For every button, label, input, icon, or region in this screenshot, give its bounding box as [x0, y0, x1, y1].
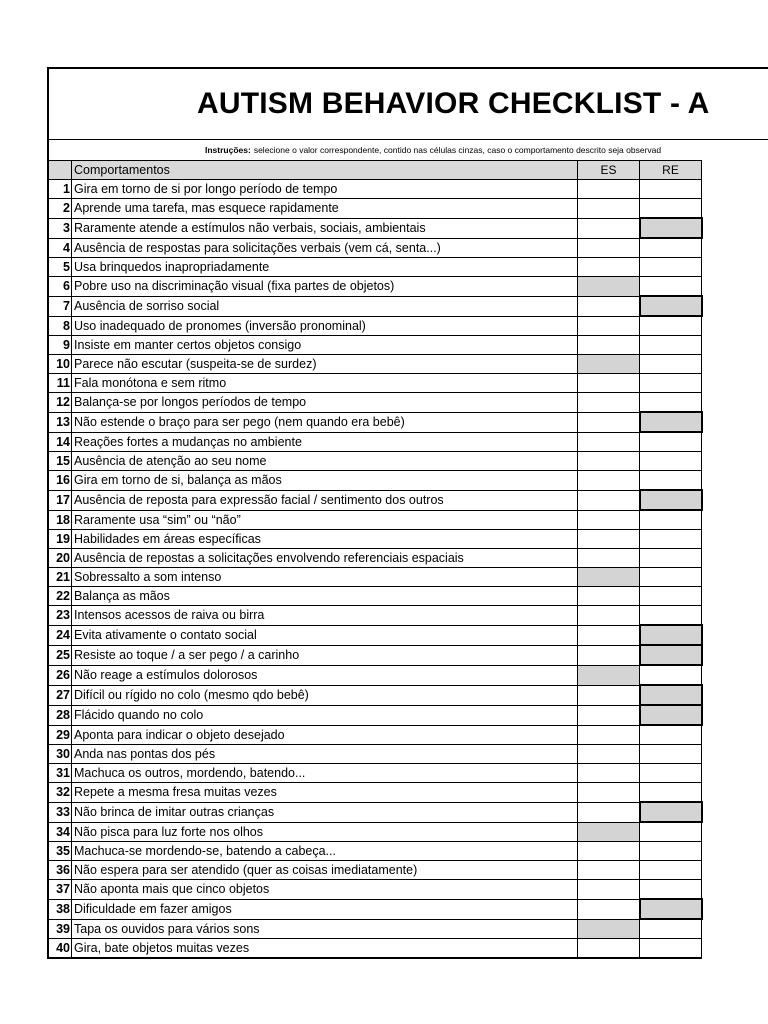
re-score-cell[interactable]	[640, 277, 702, 297]
behavior-text: Balança-se por longos períodos de tempo	[72, 393, 578, 413]
re-score-cell[interactable]	[640, 471, 702, 491]
behavior-text: Fala monótona e sem ritmo	[72, 374, 578, 393]
behavior-text: Gira, bate objetos muitas vezes	[72, 939, 578, 959]
behavior-text: Usa brinquedos inapropriadamente	[72, 258, 578, 277]
re-score-cell[interactable]	[640, 725, 702, 745]
row-number: 21	[48, 568, 72, 587]
es-score-cell[interactable]	[578, 412, 640, 432]
behavior-text: Não estende o braço para ser pego (nem quando era bebê)	[72, 412, 578, 432]
re-score-cell[interactable]	[640, 899, 702, 919]
re-score-cell[interactable]	[640, 919, 702, 939]
table-row	[48, 880, 702, 900]
behavior-text: Ausência de atenção ao seu nome	[72, 452, 578, 471]
re-score-cell[interactable]	[640, 685, 702, 705]
re-score-cell[interactable]	[640, 549, 702, 568]
behavior-text: Evita ativamente o contato social	[72, 625, 578, 645]
row-number: 36	[48, 861, 72, 880]
checklist-sheet	[47, 67, 768, 959]
es-score-cell[interactable]	[578, 899, 640, 919]
behavior-text: Ausência de sorriso social	[72, 296, 578, 316]
es-score-cell[interactable]	[578, 587, 640, 606]
row-number: 33	[48, 802, 72, 822]
row-number: 25	[48, 645, 72, 665]
es-score-cell[interactable]	[578, 258, 640, 277]
row-number: 9	[48, 336, 72, 355]
es-score-cell[interactable]	[578, 452, 640, 471]
row-number: 34	[48, 822, 72, 842]
table-row	[48, 705, 702, 725]
row-number: 29	[48, 725, 72, 745]
re-score-cell[interactable]	[640, 336, 702, 355]
behavior-text: Tapa os ouvidos para vários sons	[72, 919, 578, 939]
instructions-text: selecione o valor correspondente, contido nas células cinzas, caso o comportamento descrito seja observad	[253, 145, 662, 155]
es-score-cell[interactable]	[578, 880, 640, 900]
row-number: 20	[48, 549, 72, 568]
header-re-cell: RE	[640, 161, 702, 180]
re-score-cell[interactable]	[640, 452, 702, 471]
es-score-cell[interactable]	[578, 490, 640, 510]
re-score-cell[interactable]	[640, 705, 702, 725]
table-row	[48, 374, 702, 393]
table-row	[48, 316, 702, 336]
behavior-text: Não brinca de imitar outras crianças	[72, 802, 578, 822]
behavior-text: Balança as mãos	[72, 587, 578, 606]
behavior-text: Não espera para ser atendido (quer as coisas imediatamente)	[72, 861, 578, 880]
re-score-cell[interactable]	[640, 393, 702, 413]
table-row	[48, 549, 702, 568]
row-number: 10	[48, 355, 72, 374]
table-row	[48, 899, 702, 919]
row-number: 3	[48, 218, 72, 238]
re-score-cell[interactable]	[640, 625, 702, 645]
re-score-cell[interactable]	[640, 258, 702, 277]
row-number: 32	[48, 783, 72, 803]
es-score-cell[interactable]	[578, 355, 640, 374]
table-header-row	[48, 161, 702, 180]
table-row	[48, 355, 702, 374]
behavior-text: Aponta para indicar o objeto desejado	[72, 725, 578, 745]
es-score-cell[interactable]	[578, 549, 640, 568]
table-row	[48, 452, 702, 471]
table-row	[48, 490, 702, 510]
row-number: 22	[48, 587, 72, 606]
row-number: 30	[48, 745, 72, 764]
re-score-cell[interactable]	[640, 645, 702, 665]
re-score-cell[interactable]	[640, 606, 702, 626]
behavior-text: Ausência de reposta para expressão facial / sentimento dos outros	[72, 490, 578, 510]
behavior-text: Flácido quando no colo	[72, 705, 578, 725]
re-score-cell[interactable]	[640, 218, 702, 238]
es-score-cell[interactable]	[578, 568, 640, 587]
row-number: 40	[48, 939, 72, 959]
table-row	[48, 745, 702, 764]
es-score-cell[interactable]	[578, 625, 640, 645]
row-number: 1	[48, 180, 72, 199]
re-score-cell[interactable]	[640, 861, 702, 880]
row-number: 16	[48, 471, 72, 491]
es-score-cell[interactable]	[578, 645, 640, 665]
es-score-cell[interactable]	[578, 199, 640, 219]
row-number: 18	[48, 510, 72, 530]
re-score-cell[interactable]	[640, 199, 702, 219]
row-number: 8	[48, 316, 72, 336]
table-row	[48, 238, 702, 258]
row-number: 39	[48, 919, 72, 939]
table-row	[48, 510, 702, 530]
title-box	[47, 67, 768, 139]
behavior-text: Aprende uma tarefa, mas esquece rapidamente	[72, 199, 578, 219]
es-score-cell[interactable]	[578, 783, 640, 803]
table-row	[48, 606, 702, 626]
table-row	[48, 822, 702, 842]
es-score-cell[interactable]	[578, 861, 640, 880]
table-row	[48, 277, 702, 297]
table-row	[48, 258, 702, 277]
table-row	[48, 471, 702, 491]
table-row	[48, 783, 702, 803]
row-number: 19	[48, 530, 72, 549]
header-number-cell	[48, 161, 72, 180]
table-row	[48, 645, 702, 665]
re-score-cell[interactable]	[640, 783, 702, 803]
row-number: 38	[48, 899, 72, 919]
es-score-cell[interactable]	[578, 822, 640, 842]
behavior-text: Parece não escutar (suspeita-se de surdez)	[72, 355, 578, 374]
behavior-text: Pobre uso na discriminação visual (fixa partes de objetos)	[72, 277, 578, 297]
behavior-text: Anda nas pontas dos pés	[72, 745, 578, 764]
re-score-cell[interactable]	[640, 665, 702, 685]
behavior-text: Raramente atende a estímulos não verbais, sociais, ambientais	[72, 218, 578, 238]
es-score-cell[interactable]	[578, 316, 640, 336]
re-score-cell[interactable]	[640, 238, 702, 258]
re-score-cell[interactable]	[640, 587, 702, 606]
behavior-text: Raramente usa “sim” ou “não”	[72, 510, 578, 530]
behavior-text: Uso inadequado de pronomes (inversão pronominal)	[72, 316, 578, 336]
row-number: 15	[48, 452, 72, 471]
behavior-text: Insiste em manter certos objetos consigo	[72, 336, 578, 355]
row-number: 5	[48, 258, 72, 277]
es-score-cell[interactable]	[578, 802, 640, 822]
es-score-cell[interactable]	[578, 764, 640, 783]
row-number: 27	[48, 685, 72, 705]
header-behavior-cell: Comportamentos	[72, 161, 578, 180]
table-row	[48, 336, 702, 355]
re-score-cell[interactable]	[640, 432, 702, 452]
re-score-cell[interactable]	[640, 842, 702, 861]
table-row	[48, 199, 702, 219]
behavior-text: Machuca os outros, mordendo, batendo...	[72, 764, 578, 783]
re-score-cell[interactable]	[640, 510, 702, 530]
behavior-text: Intensos acessos de raiva ou birra	[72, 606, 578, 626]
instructions-row	[47, 139, 768, 160]
row-number: 11	[48, 374, 72, 393]
table-row	[48, 802, 702, 822]
row-number: 12	[48, 393, 72, 413]
es-score-cell[interactable]	[578, 665, 640, 685]
es-score-cell[interactable]	[578, 471, 640, 491]
table-row	[48, 568, 702, 587]
es-score-cell[interactable]	[578, 919, 640, 939]
es-score-cell[interactable]	[578, 685, 640, 705]
re-score-cell[interactable]	[640, 530, 702, 549]
re-score-cell[interactable]	[640, 412, 702, 432]
behavior-text: Dificuldade em fazer amigos	[72, 899, 578, 919]
table-row	[48, 939, 702, 959]
table-row	[48, 861, 702, 880]
instructions-label: Instruções:	[205, 145, 251, 155]
behavior-text: Sobressalto a som intenso	[72, 568, 578, 587]
es-score-cell[interactable]	[578, 606, 640, 626]
behavior-text: Habilidades em áreas específicas	[72, 530, 578, 549]
behavior-text: Não aponta mais que cinco objetos	[72, 880, 578, 900]
behavior-text: Repete a mesma fresa muitas vezes	[72, 783, 578, 803]
es-score-cell[interactable]	[578, 842, 640, 861]
table-row	[48, 412, 702, 432]
row-number: 13	[48, 412, 72, 432]
es-score-cell[interactable]	[578, 725, 640, 745]
table-row	[48, 764, 702, 783]
re-score-cell[interactable]	[640, 822, 702, 842]
behavior-text: Ausência de respostas para solicitações verbais (vem cá, senta...)	[72, 238, 578, 258]
es-score-cell[interactable]	[578, 939, 640, 959]
re-score-cell[interactable]	[640, 296, 702, 316]
es-score-cell[interactable]	[578, 238, 640, 258]
table-row	[48, 530, 702, 549]
es-score-cell[interactable]	[578, 296, 640, 316]
row-number: 17	[48, 490, 72, 510]
row-number: 31	[48, 764, 72, 783]
table-row	[48, 625, 702, 645]
behavior-text: Gira em torno de si, balança as mãos	[72, 471, 578, 491]
es-score-cell[interactable]	[578, 336, 640, 355]
row-number: 26	[48, 665, 72, 685]
es-score-cell[interactable]	[578, 374, 640, 393]
es-score-cell[interactable]	[578, 218, 640, 238]
table-row	[48, 296, 702, 316]
behavior-text: Reações fortes a mudanças no ambiente	[72, 432, 578, 452]
es-score-cell[interactable]	[578, 277, 640, 297]
table-row	[48, 919, 702, 939]
es-score-cell[interactable]	[578, 510, 640, 530]
behavior-text: Resiste ao toque / a ser pego / a carinho	[72, 645, 578, 665]
re-score-cell[interactable]	[640, 316, 702, 336]
table-row	[48, 218, 702, 238]
table-row	[48, 665, 702, 685]
behavior-text: Gira em torno de si por longo período de tempo	[72, 180, 578, 199]
re-score-cell[interactable]	[640, 764, 702, 783]
re-score-cell[interactable]	[640, 374, 702, 393]
table-row	[48, 432, 702, 452]
behavior-text: Não reage a estímulos dolorosos	[72, 665, 578, 685]
row-number: 7	[48, 296, 72, 316]
es-score-cell[interactable]	[578, 432, 640, 452]
table-row	[48, 725, 702, 745]
re-score-cell[interactable]	[640, 568, 702, 587]
table-row	[48, 180, 702, 199]
row-number: 14	[48, 432, 72, 452]
es-score-cell[interactable]	[578, 745, 640, 764]
es-score-cell[interactable]	[578, 705, 640, 725]
table-row	[48, 842, 702, 861]
behavior-table	[47, 160, 703, 959]
table-row	[48, 587, 702, 606]
behavior-text: Machuca-se mordendo-se, batendo a cabeça...	[72, 842, 578, 861]
table-row	[48, 685, 702, 705]
re-score-cell[interactable]	[640, 180, 702, 199]
header-es-cell: ES	[578, 161, 640, 180]
behavior-text: Não pisca para luz forte nos olhos	[72, 822, 578, 842]
row-number: 2	[48, 199, 72, 219]
re-score-cell[interactable]	[640, 745, 702, 764]
re-score-cell[interactable]	[640, 802, 702, 822]
re-score-cell[interactable]	[640, 355, 702, 374]
row-number: 4	[48, 238, 72, 258]
re-score-cell[interactable]	[640, 939, 702, 959]
row-number: 6	[48, 277, 72, 297]
re-score-cell[interactable]	[640, 880, 702, 900]
row-number: 28	[48, 705, 72, 725]
es-score-cell[interactable]	[578, 180, 640, 199]
row-number: 35	[48, 842, 72, 861]
row-number: 23	[48, 606, 72, 626]
es-score-cell[interactable]	[578, 530, 640, 549]
re-score-cell[interactable]	[640, 490, 702, 510]
behavior-text: Ausência de repostas a solicitações envolvendo referenciais espaciais	[72, 549, 578, 568]
row-number: 24	[48, 625, 72, 645]
behavior-text: Difícil ou rígido no colo (mesmo qdo bebê)	[72, 685, 578, 705]
table-row	[48, 393, 702, 413]
row-number: 37	[48, 880, 72, 900]
es-score-cell[interactable]	[578, 393, 640, 413]
page-title: AUTISM BEHAVIOR CHECKLIST - A	[197, 87, 710, 120]
